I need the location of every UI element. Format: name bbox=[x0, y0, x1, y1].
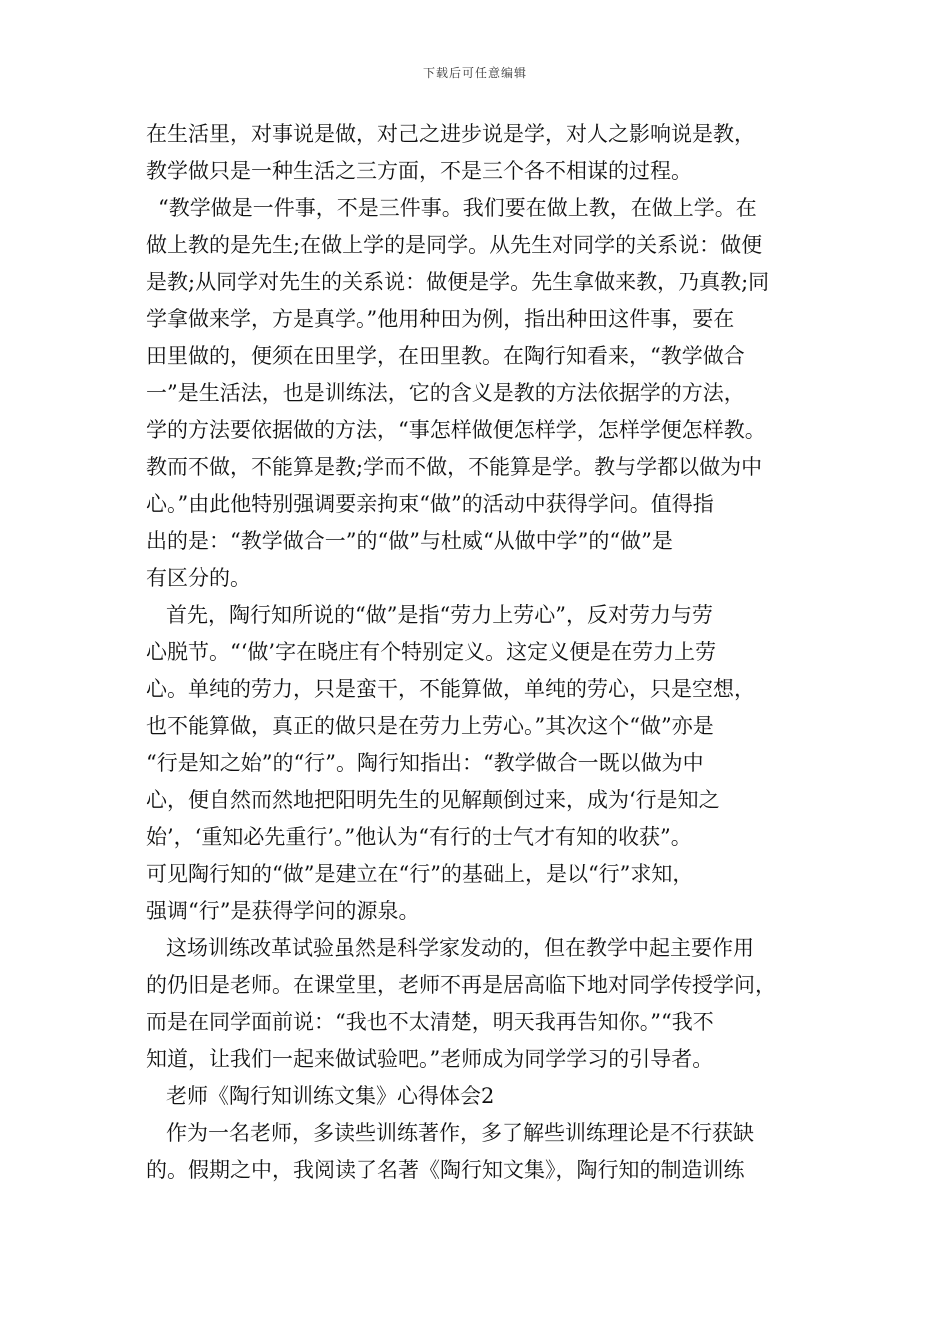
text-line: 在生活里，对事说是做，对己之进步说是学，对人之影响说是教， bbox=[146, 122, 755, 146]
text-line: 是教;从同学对先生的关系说：做便是学。先生拿做来教，乃真教;同 bbox=[146, 270, 770, 294]
page-header: 下载后可任意编辑 bbox=[422, 66, 527, 80]
text-line: 教而不做，不能算是教;学而不做，不能算是学。教与学都以做为中 bbox=[146, 455, 763, 479]
section-heading: 老师《陶行知训练文集》心得体会2 bbox=[166, 1084, 495, 1108]
text-line: 学的方法要依据做的方法，“事怎样做便怎样学，怎样学便怎样教。 bbox=[146, 418, 766, 442]
text-line: 田里做的，便须在田里学，在田里教。在陶行知看来，“教学做合 bbox=[146, 344, 745, 368]
text-line: 首先，陶行知所说的“做”是指“劳力上劳心”，反对劳力与劳 bbox=[166, 603, 713, 627]
text-line: 心。单纯的劳力，只是蛮干，不能算做，单纯的劳心，只是空想， bbox=[146, 677, 755, 701]
text-line: 教学做只是一种生活之三方面，不是三个各不相谋的过程。 bbox=[146, 159, 692, 183]
text-line: 出的是：“教学做合一”的“做”与杜威“从做中学”的“做”是 bbox=[146, 529, 673, 553]
text-line: 心。”由此他特别强调要亲拘束“做”的活动中获得学问。值得指 bbox=[146, 492, 714, 516]
text-line: 的仍旧是老师。在课堂里，老师不再是居高临下地对同学传授学问， bbox=[146, 973, 776, 997]
text-line: 做上教的是先生;在做上学的是同学。从先生对同学的关系说：做便 bbox=[146, 233, 763, 257]
text-line: 可见陶行知的“做”是建立在“行”的基础上，是以“行”求知， bbox=[146, 862, 694, 886]
text-line: “行是知之始”的“行”。陶行知指出：“教学做合一既以做为中 bbox=[146, 751, 704, 775]
text-line: 知道，让我们一起来做试验吧。”老师成为同学学习的引导者。 bbox=[146, 1047, 714, 1071]
text-line: 而是在同学面前说：“我也不太清楚，明天我再告知你。”“我不 bbox=[146, 1010, 714, 1034]
text-line: 心脱节。“‘做’字在晓庄有个特别定义。这定义便是在劳力上劳 bbox=[146, 640, 717, 664]
text-line: 作为一名老师，多读些训练著作，多了解些训练理论是不行获缺 bbox=[166, 1121, 754, 1145]
text-line: “教学做是一件事，不是三件事。我们要在做上教，在做上学。在 bbox=[158, 196, 757, 220]
text-line: 的。假期之中，我阅读了名著《陶行知文集》，陶行知的制造训练 bbox=[146, 1158, 745, 1182]
text-line: 一”是生活法，也是训练法，它的含义是教的方法依据学的方法， bbox=[146, 381, 745, 405]
text-line: 这场训练改革试验虽然是科学家发动的，但在教学中起主要作用 bbox=[166, 936, 754, 960]
text-line: 学拿做来学，方是真学。”他用种田为例，指出种田这件事，要在 bbox=[146, 307, 735, 331]
text-line: 始’，‘重知必先重行’。”他认为“有行的士气才有知的收获”。 bbox=[146, 825, 692, 849]
text-line: 强调“行”是获得学问的源泉。 bbox=[146, 899, 420, 923]
document-body bbox=[146, 116, 826, 1189]
text-line: 心，便自然而然地把阳明先生的见解颠倒过来，成为‘行是知之 bbox=[146, 788, 720, 812]
text-line: 有区分的。 bbox=[146, 566, 251, 590]
text-line: 也不能算做，真正的做只是在劳力上劳心。”其次这个“做”亦是 bbox=[146, 714, 714, 738]
